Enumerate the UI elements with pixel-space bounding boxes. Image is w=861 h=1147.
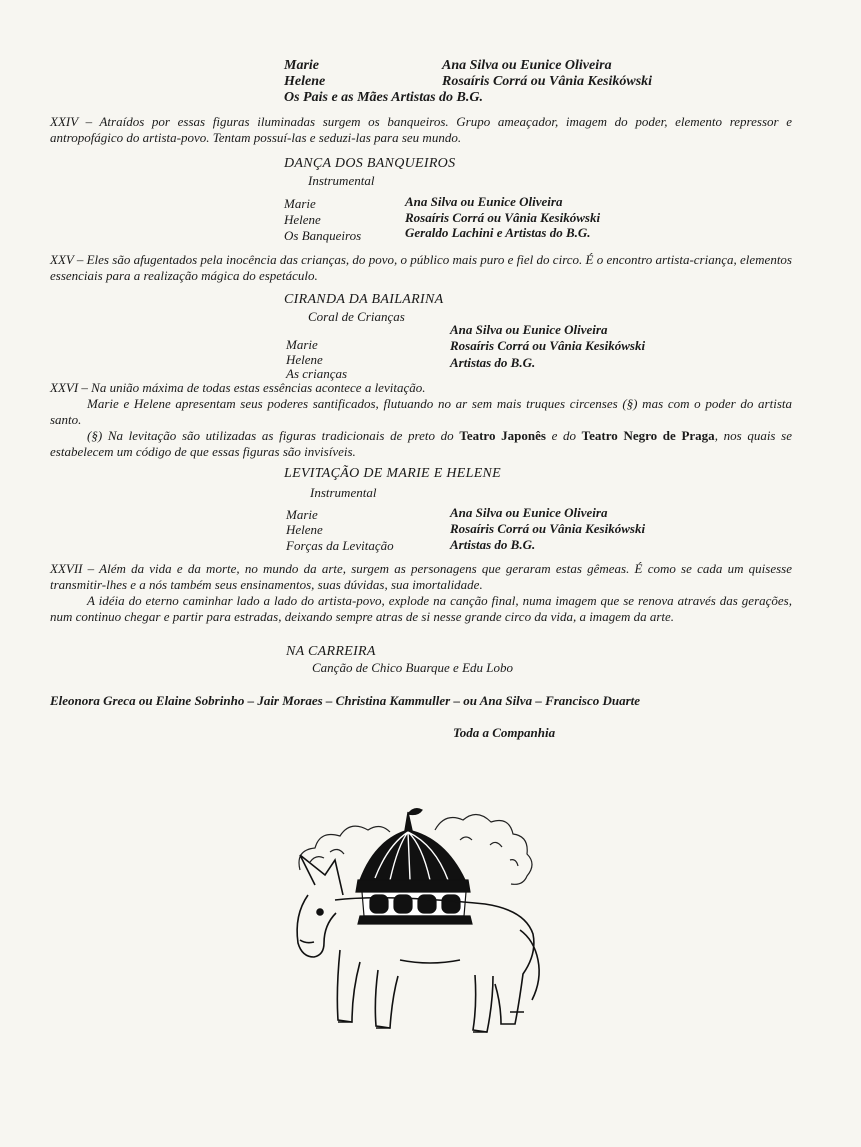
levitacao-performer-3: Artistas do B.G. bbox=[450, 537, 536, 552]
danca-performer-1: Ana Silva ou Eunice Oliveira bbox=[405, 194, 563, 209]
cast-role-marie: Marie bbox=[284, 58, 319, 73]
song-subtitle-danca: Instrumental bbox=[308, 173, 375, 188]
ciranda-role-marie: Marie bbox=[286, 337, 318, 352]
xxvii-paragraph-1: XXVII – Além da vida e da morte, no mundo da arte, surgem as personagens que geraram estas gêmeas. É como se cada um quisesse transmitir-lhes e a nós também seus ensinamentos, suas dúvidas, sua imortalidade. bbox=[50, 561, 792, 592]
xxvi-line-1: XXVI – Na união máxima de todas estas essências acontece a levitação. bbox=[50, 380, 426, 395]
xxvii-paragraph-2 bbox=[50, 593, 792, 625]
levitacao-performer-1: Ana Silva ou Eunice Oliveira bbox=[450, 505, 608, 520]
xxvi-paragraph-2-text: Marie e Helene apresentam seus poderes santificados, flutuando no ar sem mais truques circenses (§) mas com o poder do artista santo. bbox=[50, 396, 792, 427]
company-credit: Toda a Companhia bbox=[453, 725, 556, 740]
song-subtitle-levitacao: Instrumental bbox=[310, 485, 377, 500]
levitacao-role-1: Marie bbox=[286, 507, 318, 522]
levitacao-role-2: Helene bbox=[286, 522, 323, 537]
illustration-svg bbox=[280, 800, 570, 1090]
xxvi-paragraph-3-a: (§) Na levitação são utilizadas as figuras tradicionais de preto do bbox=[87, 428, 460, 443]
ciranda-role-criancas: As crianças bbox=[286, 366, 348, 381]
cast-performer-marie: Ana Silva ou Eunice Oliveira bbox=[442, 58, 612, 73]
levitacao-role-3: Forças da Levitação bbox=[286, 538, 394, 553]
song-subtitle-ciranda: Coral de Crianças bbox=[308, 309, 405, 324]
donkey-carrying-circus-tent-illustration bbox=[280, 800, 570, 1090]
danca-role-3: Os Banqueiros bbox=[284, 228, 362, 243]
song-title-carreira: NA CARREIRA bbox=[286, 644, 376, 659]
cast-note-parents: Os Pais e as Mães Artistas do B.G. bbox=[284, 90, 484, 105]
paragraph-xxvi bbox=[50, 380, 792, 460]
song-title-danca: DANÇA DOS BANQUEIROS bbox=[284, 156, 456, 171]
song-subtitle-carreira: Canção de Chico Buarque e Edu Lobo bbox=[312, 660, 513, 675]
performers-line: Eleonora Greca ou Elaine Sobrinho – Jair Moraes – Christina Kammuller – ou Ana Silva – Francisco Duarte bbox=[50, 693, 641, 708]
danca-role-1: Marie bbox=[284, 196, 316, 211]
circus-tent-icon bbox=[356, 809, 472, 924]
xxvi-teatro-japones: Teatro Japonês bbox=[459, 428, 546, 443]
danca-performer-3: Geraldo Lachini e Artistas do B.G. bbox=[405, 225, 591, 240]
danca-role-2: Helene bbox=[284, 212, 321, 227]
ciranda-performer-2: Rosaíris Corrá ou Vânia Kesikówski bbox=[450, 338, 646, 353]
paragraph-xxv: XXV – Eles são afugentados pela inocência das crianças, do povo, o público mais puro e fiel do circo. É o encontro artista-criança, elementos essenciais para a realização mágica do espetáculo. bbox=[50, 252, 792, 283]
ciranda-role-helene: Helene bbox=[286, 352, 323, 367]
xxvii-paragraph-2-text: A idéia do eterno caminhar lado a lado do artista-povo, explode na canção final, numa imagem que se renova através das gerações, num continuo chegar e partir para estradas, deixando sempre atras de si nesse grande circo da vida, a imagem da arte. bbox=[50, 593, 792, 624]
song-title-ciranda: CIRANDA DA BAILARINA bbox=[284, 292, 444, 307]
cast-performer-helene: Rosaíris Corrá ou Vânia Kesikówski bbox=[442, 74, 653, 89]
xxvi-paragraph-2 bbox=[50, 396, 792, 428]
cast-role-helene: Helene bbox=[284, 74, 326, 89]
xxvi-paragraph-3-e: , nos quais se estabelecem um código de que essas figuras são invisíveis. bbox=[50, 428, 792, 459]
ciranda-performer-3: Artistas do B.G. bbox=[450, 355, 536, 370]
xxvi-paragraph-3-c: e do bbox=[545, 428, 582, 443]
levitacao-performer-2: Rosaíris Corrá ou Vânia Kesikówski bbox=[450, 521, 646, 536]
song-title-levitacao: LEVITAÇÃO DE MARIE E HELENE bbox=[284, 466, 502, 481]
xxvi-teatro-negro: Teatro Negro de Praga bbox=[581, 428, 715, 443]
xxvi-paragraph-3 bbox=[50, 428, 792, 460]
paragraph-xxiv: XXIV – Atraídos por essas figuras iluminadas surgem os banqueiros. Grupo ameaçador, imagem do poder, elemento repressor e antropofágico do artista-povo. Tentam possuí-las e seduzi-las para seu mundo. bbox=[50, 114, 792, 145]
danca-performer-2: Rosaíris Corrá ou Vânia Kesikówski bbox=[405, 210, 601, 225]
ciranda-performer-1: Ana Silva ou Eunice Oliveira bbox=[450, 322, 608, 337]
paragraph-xxvii bbox=[50, 561, 792, 625]
